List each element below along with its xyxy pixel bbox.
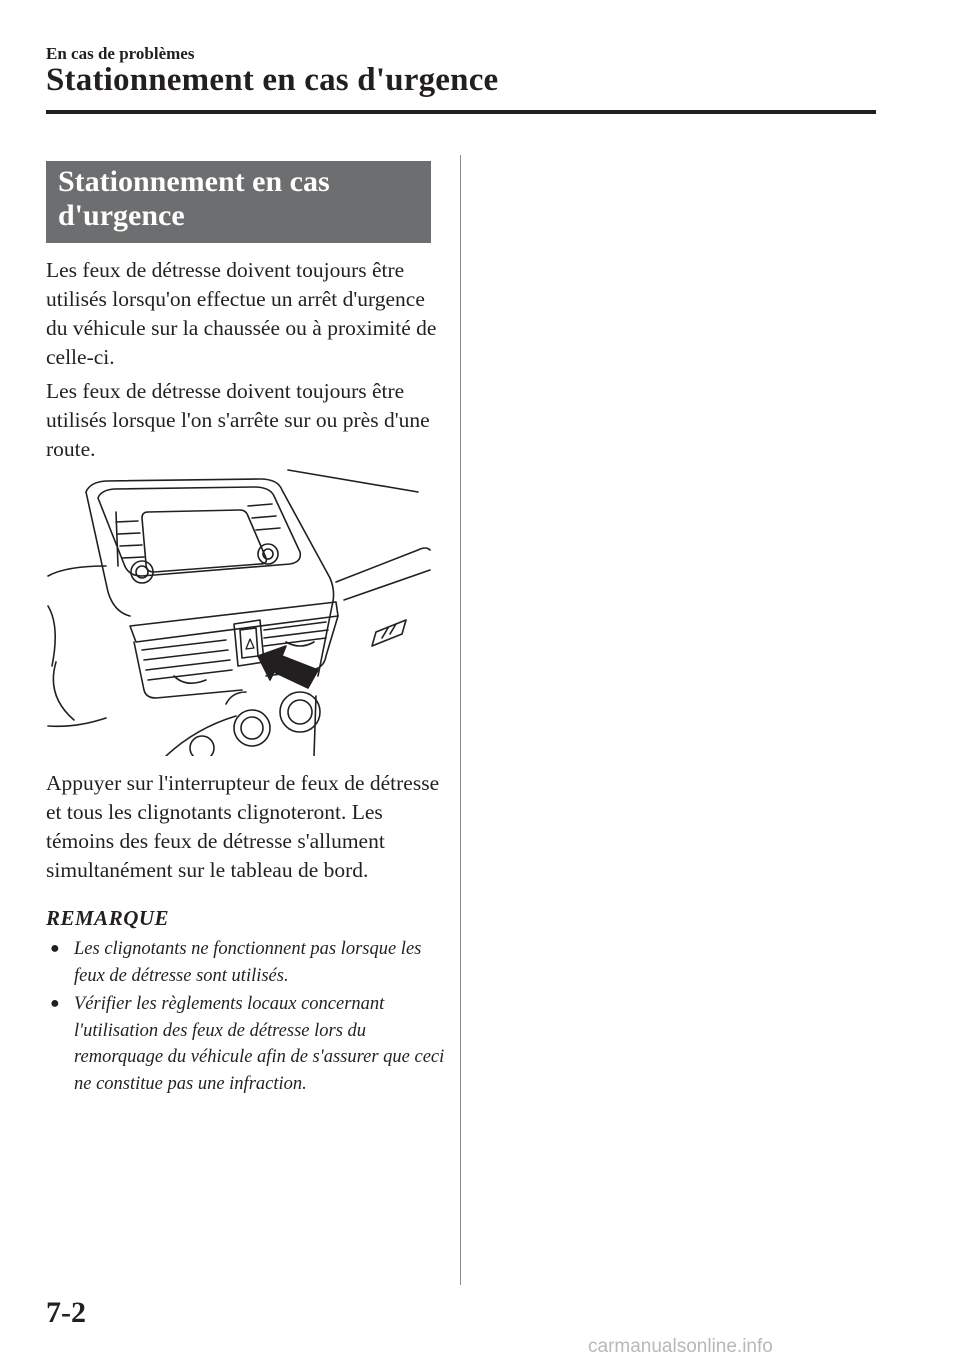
page-number: 7-2 <box>46 1296 86 1329</box>
watermark: carmanualsonline.info <box>588 1336 773 1357</box>
column-divider <box>460 155 461 1285</box>
chapter-label: En cas de problèmes <box>46 44 195 63</box>
hazard-switch-figure <box>46 466 432 756</box>
remark-item <box>46 936 446 989</box>
page-title: Stationnement en cas d'urgence <box>46 62 499 98</box>
remark-title: REMARQUE <box>46 906 170 930</box>
paragraph-roadside-stop: Les feux de détresse doivent toujours être utilisés lorsque l'on s'arrête sur ou près d'une route. <box>46 379 430 461</box>
remark-item <box>46 991 446 1097</box>
bullet-icon: ● <box>50 940 60 957</box>
paragraph-emergency-stop: Les feux de détresse doivent toujours être utilisés lorsqu'on effectue un arrêt d'urgence du véhicule sur la chaussée ou à proximité de celle-ci. <box>46 258 437 369</box>
paragraph-hazard-instructions: Appuyer sur l'interrupteur de feux de détresse et tous les clignotants clignoteront. Les témoins des feux de détresse s'allument simultanément sur le tableau de bord. <box>46 771 440 882</box>
title-rule <box>46 110 876 114</box>
hazard-switch-dashboard-illustration <box>46 466 432 756</box>
bullet-icon: ● <box>50 995 60 1012</box>
section-heading <box>46 161 431 243</box>
remark-text: Les clignotants ne fonctionnent pas lorsque les feux de détresse sont utilisés. <box>74 939 422 986</box>
section-heading-line-1: Stationnement en cas <box>58 165 330 198</box>
remark-list <box>46 936 446 1099</box>
section-heading-line-2: d'urgence <box>58 199 185 232</box>
remark-text: Vérifier les règlements locaux concernant l'utilisation des feux de détresse lors du remorquage du véhicule afin de s'assurer que ceci ne constitue pas une infraction. <box>74 994 445 1094</box>
